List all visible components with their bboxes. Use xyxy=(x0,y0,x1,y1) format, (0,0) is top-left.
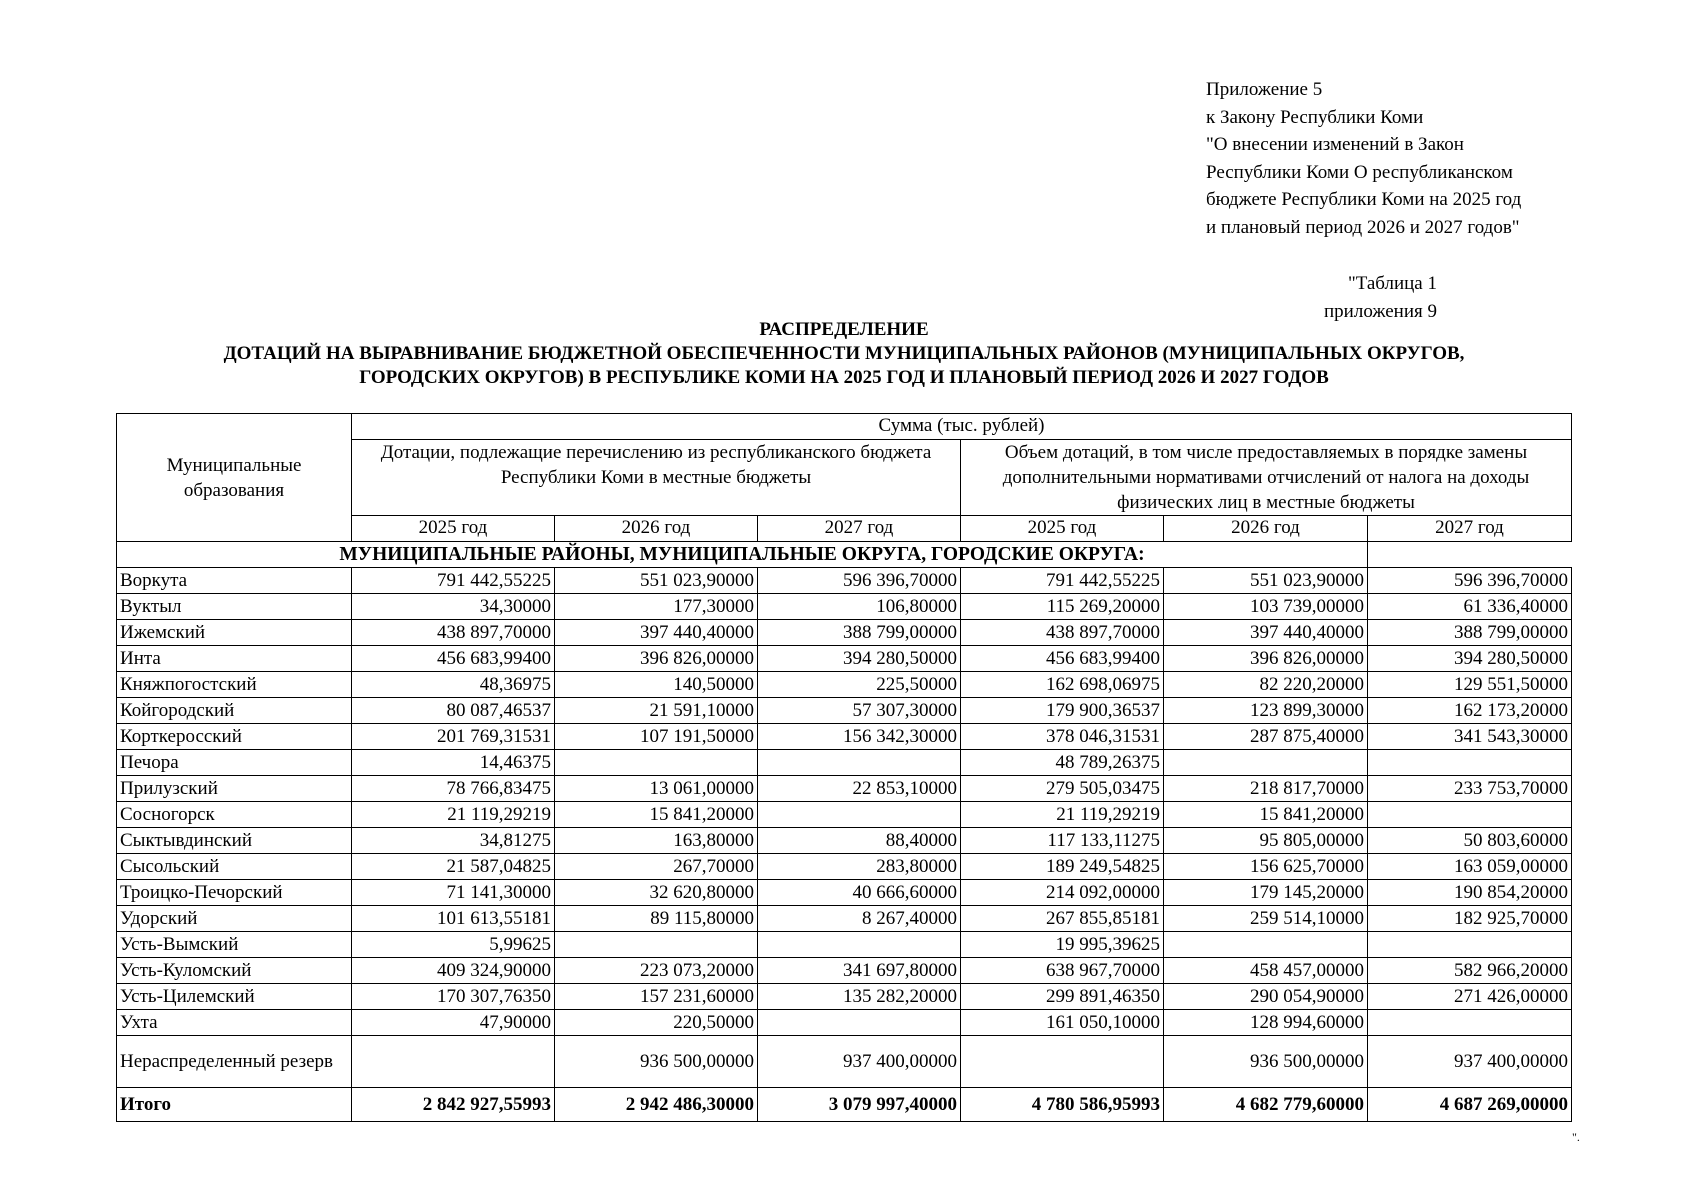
header-year: 2027 год xyxy=(758,516,961,542)
value-cell: 283,80000 xyxy=(758,854,961,880)
value-cell: 128 994,60000 xyxy=(1164,1010,1368,1036)
value-cell: 34,30000 xyxy=(352,594,555,620)
value-cell: 225,50000 xyxy=(758,672,961,698)
municipality-name: Сысольский xyxy=(117,854,352,880)
value-cell: 89 115,80000 xyxy=(555,906,758,932)
table-row xyxy=(117,776,1572,802)
value-cell: 14,46375 xyxy=(352,750,555,776)
table-reference xyxy=(1324,270,1437,325)
value-cell: 19 995,39625 xyxy=(961,932,1164,958)
value-cell: 48,36975 xyxy=(352,672,555,698)
total-value: 4 682 779,60000 xyxy=(1164,1088,1368,1122)
value-cell: 341 697,80000 xyxy=(758,958,961,984)
value-cell: 394 280,50000 xyxy=(758,646,961,672)
value-cell: 396 826,00000 xyxy=(1164,646,1368,672)
value-cell: 8 267,40000 xyxy=(758,906,961,932)
value-cell xyxy=(1368,932,1572,958)
municipality-name: Ухта xyxy=(117,1010,352,1036)
value-cell: 396 826,00000 xyxy=(555,646,758,672)
municipality-name: Усть-Вымский xyxy=(117,932,352,958)
value-cell: 409 324,90000 xyxy=(352,958,555,984)
value-cell: 220,50000 xyxy=(555,1010,758,1036)
municipality-name: Печора xyxy=(117,750,352,776)
municipality-name: Вуктыл xyxy=(117,594,352,620)
table-row xyxy=(117,646,1572,672)
title-line: ГОРОДСКИХ ОКРУГОВ) В РЕСПУБЛИКЕ КОМИ НА 2025 ГОД И ПЛАНОВЫЙ ПЕРИОД 2026 И 2027 ГОДОВ xyxy=(359,367,1329,388)
value-cell: 791 442,55225 xyxy=(352,568,555,594)
value-cell: 438 897,70000 xyxy=(961,620,1164,646)
value-cell: 190 854,20000 xyxy=(1368,880,1572,906)
value-cell: 267,70000 xyxy=(555,854,758,880)
value-cell: 936 500,00000 xyxy=(555,1036,758,1088)
appendix-line: и плановый период 2026 и 2027 годов" xyxy=(1206,216,1520,238)
appendix-line: Республики Коми О республиканском xyxy=(1206,161,1513,183)
value-cell: 397 440,40000 xyxy=(1164,620,1368,646)
municipality-name: Нераспределенный резерв xyxy=(117,1036,352,1088)
value-cell: 15 841,20000 xyxy=(555,802,758,828)
value-cell: 179 900,36537 xyxy=(961,698,1164,724)
value-cell: 388 799,00000 xyxy=(758,620,961,646)
value-cell: 551 023,90000 xyxy=(1164,568,1368,594)
municipality-name: Койгородский xyxy=(117,698,352,724)
value-cell: 233 753,70000 xyxy=(1368,776,1572,802)
header-year: 2027 год xyxy=(1368,516,1572,542)
table-row xyxy=(117,672,1572,698)
value-cell: 223 073,20000 xyxy=(555,958,758,984)
value-cell xyxy=(758,802,961,828)
municipality-name: Прилузский xyxy=(117,776,352,802)
value-cell: 40 666,60000 xyxy=(758,880,961,906)
value-cell: 140,50000 xyxy=(555,672,758,698)
header-year: 2026 год xyxy=(555,516,758,542)
value-cell xyxy=(1164,750,1368,776)
value-cell xyxy=(758,750,961,776)
value-cell: 937 400,00000 xyxy=(1368,1036,1572,1088)
value-cell: 82 220,20000 xyxy=(1164,672,1368,698)
municipality-name: Сосногорск xyxy=(117,802,352,828)
total-value: 4 780 586,95993 xyxy=(961,1088,1164,1122)
value-cell: 388 799,00000 xyxy=(1368,620,1572,646)
total-value: 2 942 486,30000 xyxy=(555,1088,758,1122)
value-cell: 397 440,40000 xyxy=(555,620,758,646)
value-cell: 106,80000 xyxy=(758,594,961,620)
value-cell: 596 396,70000 xyxy=(758,568,961,594)
value-cell: 47,90000 xyxy=(352,1010,555,1036)
value-cell: 13 061,00000 xyxy=(555,776,758,802)
total-label: Итого xyxy=(117,1088,352,1122)
value-cell: 179 145,20000 xyxy=(1164,880,1368,906)
table-row xyxy=(117,594,1572,620)
appendix-reference xyxy=(1206,76,1521,241)
value-cell: 103 739,00000 xyxy=(1164,594,1368,620)
appendix-line: Приложение 5 xyxy=(1206,79,1323,100)
value-cell: 157 231,60000 xyxy=(555,984,758,1010)
value-cell: 135 282,20000 xyxy=(758,984,961,1010)
value-cell xyxy=(758,932,961,958)
value-cell: 341 543,30000 xyxy=(1368,724,1572,750)
value-cell xyxy=(758,1010,961,1036)
section-title: МУНИЦИПАЛЬНЫЕ РАЙОНЫ, МУНИЦИПАЛЬНЫЕ ОКРУГА, ГОРОДСКИЕ ОКРУГА: xyxy=(117,542,1368,568)
value-cell: 937 400,00000 xyxy=(758,1036,961,1088)
header-year: 2025 год xyxy=(352,516,555,542)
value-cell xyxy=(1368,750,1572,776)
value-cell: 394 280,50000 xyxy=(1368,646,1572,672)
table-row xyxy=(117,620,1572,646)
value-cell: 596 396,70000 xyxy=(1368,568,1572,594)
value-cell: 290 054,90000 xyxy=(1164,984,1368,1010)
value-cell: 50 803,60000 xyxy=(1368,828,1572,854)
value-cell: 34,81275 xyxy=(352,828,555,854)
municipality-name: Троицко-Печорский xyxy=(117,880,352,906)
subsidy-distribution-table xyxy=(116,413,1572,1122)
value-cell: 21 119,29219 xyxy=(352,802,555,828)
value-cell: 95 805,00000 xyxy=(1164,828,1368,854)
header-municipalities: Муниципальные образования xyxy=(117,414,352,542)
appendix-line: "О внесении изменений в Закон xyxy=(1206,134,1464,155)
value-cell: 279 505,03475 xyxy=(961,776,1164,802)
value-cell: 22 853,10000 xyxy=(758,776,961,802)
value-cell: 177,30000 xyxy=(555,594,758,620)
appendix-line: к Закону Республики Коми xyxy=(1206,106,1424,128)
value-cell: 107 191,50000 xyxy=(555,724,758,750)
table-row xyxy=(117,750,1572,776)
document-title xyxy=(117,318,1571,390)
table-row xyxy=(117,854,1572,880)
header-group-transfers: Дотации, подлежащие перечислению из республиканского бюджета Республики Коми в местные бюджеты xyxy=(352,440,961,516)
value-cell: 162 698,06975 xyxy=(961,672,1164,698)
table-row xyxy=(117,698,1572,724)
value-cell: 299 891,46350 xyxy=(961,984,1164,1010)
municipality-name: Воркута xyxy=(117,568,352,594)
table-row xyxy=(117,1010,1572,1036)
value-cell: 161 050,10000 xyxy=(961,1010,1164,1036)
value-cell xyxy=(1164,932,1368,958)
table-row xyxy=(117,906,1572,932)
header-year: 2026 год xyxy=(1164,516,1368,542)
municipality-name: Усть-Куломский xyxy=(117,958,352,984)
municipality-name: Инта xyxy=(117,646,352,672)
municipality-name: Ижемский xyxy=(117,620,352,646)
value-cell: 101 613,55181 xyxy=(352,906,555,932)
value-cell: 117 133,11275 xyxy=(961,828,1164,854)
value-cell: 115 269,20000 xyxy=(961,594,1164,620)
value-cell: 61 336,40000 xyxy=(1368,594,1572,620)
table-row xyxy=(117,958,1572,984)
value-cell: 456 683,99400 xyxy=(961,646,1164,672)
value-cell: 378 046,31531 xyxy=(961,724,1164,750)
appendix-line: бюджете Республики Коми на 2025 год xyxy=(1206,189,1522,210)
value-cell: 189 249,54825 xyxy=(961,854,1164,880)
total-value: 3 079 997,40000 xyxy=(758,1088,961,1122)
table-row xyxy=(117,880,1572,906)
value-cell: 170 307,76350 xyxy=(352,984,555,1010)
total-row xyxy=(117,1088,1572,1122)
value-cell: 15 841,20000 xyxy=(1164,802,1368,828)
value-cell: 21 587,04825 xyxy=(352,854,555,880)
header-year: 2025 год xyxy=(961,516,1164,542)
municipality-name: Княжпогостский xyxy=(117,672,352,698)
table-row xyxy=(117,932,1572,958)
value-cell xyxy=(961,1036,1164,1088)
table-row xyxy=(117,1036,1572,1088)
value-cell: 71 141,30000 xyxy=(352,880,555,906)
value-cell: 21 119,29219 xyxy=(961,802,1164,828)
total-value: 4 687 269,00000 xyxy=(1368,1088,1572,1122)
municipality-name: Усть-Цилемский xyxy=(117,984,352,1010)
value-cell: 57 307,30000 xyxy=(758,698,961,724)
value-cell: 163,80000 xyxy=(555,828,758,854)
value-cell: 80 087,46537 xyxy=(352,698,555,724)
value-cell: 456 683,99400 xyxy=(352,646,555,672)
value-cell: 259 514,10000 xyxy=(1164,906,1368,932)
value-cell: 156 625,70000 xyxy=(1164,854,1368,880)
title-line: РАСПРЕДЕЛЕНИЕ xyxy=(759,319,929,340)
table-ref-line: "Таблица 1 xyxy=(1347,273,1437,294)
value-cell: 936 500,00000 xyxy=(1164,1036,1368,1088)
value-cell: 32 620,80000 xyxy=(555,880,758,906)
table-row xyxy=(117,802,1572,828)
table-ref-line: приложения 9 xyxy=(1324,300,1437,322)
value-cell: 48 789,26375 xyxy=(961,750,1164,776)
municipality-name: Корткеросский xyxy=(117,724,352,750)
value-cell: 551 023,90000 xyxy=(555,568,758,594)
value-cell: 214 092,00000 xyxy=(961,880,1164,906)
title-line: ДОТАЦИЙ НА ВЫРАВНИВАНИЕ БЮДЖЕТНОЙ ОБЕСПЕЧЕННОСТИ МУНИЦИПАЛЬНЫХ РАЙОНОВ (МУНИЦИПАЛЬНЫХ ОКРУГОВ, xyxy=(223,343,1465,364)
value-cell: 791 442,55225 xyxy=(961,568,1164,594)
value-cell xyxy=(555,750,758,776)
value-cell: 5,99625 xyxy=(352,932,555,958)
value-cell: 201 769,31531 xyxy=(352,724,555,750)
header-sum: Сумма (тыс. рублей) xyxy=(352,414,1572,440)
municipality-name: Удорский xyxy=(117,906,352,932)
value-cell: 458 457,00000 xyxy=(1164,958,1368,984)
value-cell: 182 925,70000 xyxy=(1368,906,1572,932)
value-cell: 163 059,00000 xyxy=(1368,854,1572,880)
value-cell xyxy=(1368,1010,1572,1036)
value-cell: 78 766,83475 xyxy=(352,776,555,802)
closing-quote-mark: ". xyxy=(1572,1130,1580,1144)
value-cell: 267 855,85181 xyxy=(961,906,1164,932)
value-cell: 287 875,40000 xyxy=(1164,724,1368,750)
table-row xyxy=(117,984,1572,1010)
value-cell: 156 342,30000 xyxy=(758,724,961,750)
value-cell: 582 966,20000 xyxy=(1368,958,1572,984)
municipality-name: Сыктывдинский xyxy=(117,828,352,854)
value-cell: 88,40000 xyxy=(758,828,961,854)
value-cell xyxy=(352,1036,555,1088)
value-cell xyxy=(1368,802,1572,828)
table-row xyxy=(117,724,1572,750)
value-cell: 21 591,10000 xyxy=(555,698,758,724)
total-value: 2 842 927,55993 xyxy=(352,1088,555,1122)
value-cell: 162 173,20000 xyxy=(1368,698,1572,724)
value-cell: 129 551,50000 xyxy=(1368,672,1572,698)
value-cell xyxy=(555,932,758,958)
value-cell: 123 899,30000 xyxy=(1164,698,1368,724)
header-group-volume: Объем дотаций, в том числе предоставляемых в порядке замены дополнительными нормативами отчислений от налога на доходы физических лиц в местные бюджеты xyxy=(961,440,1572,516)
value-cell: 271 426,00000 xyxy=(1368,984,1572,1010)
table-row xyxy=(117,828,1572,854)
value-cell: 638 967,70000 xyxy=(961,958,1164,984)
value-cell: 218 817,70000 xyxy=(1164,776,1368,802)
value-cell: 438 897,70000 xyxy=(352,620,555,646)
table-row xyxy=(117,568,1572,594)
